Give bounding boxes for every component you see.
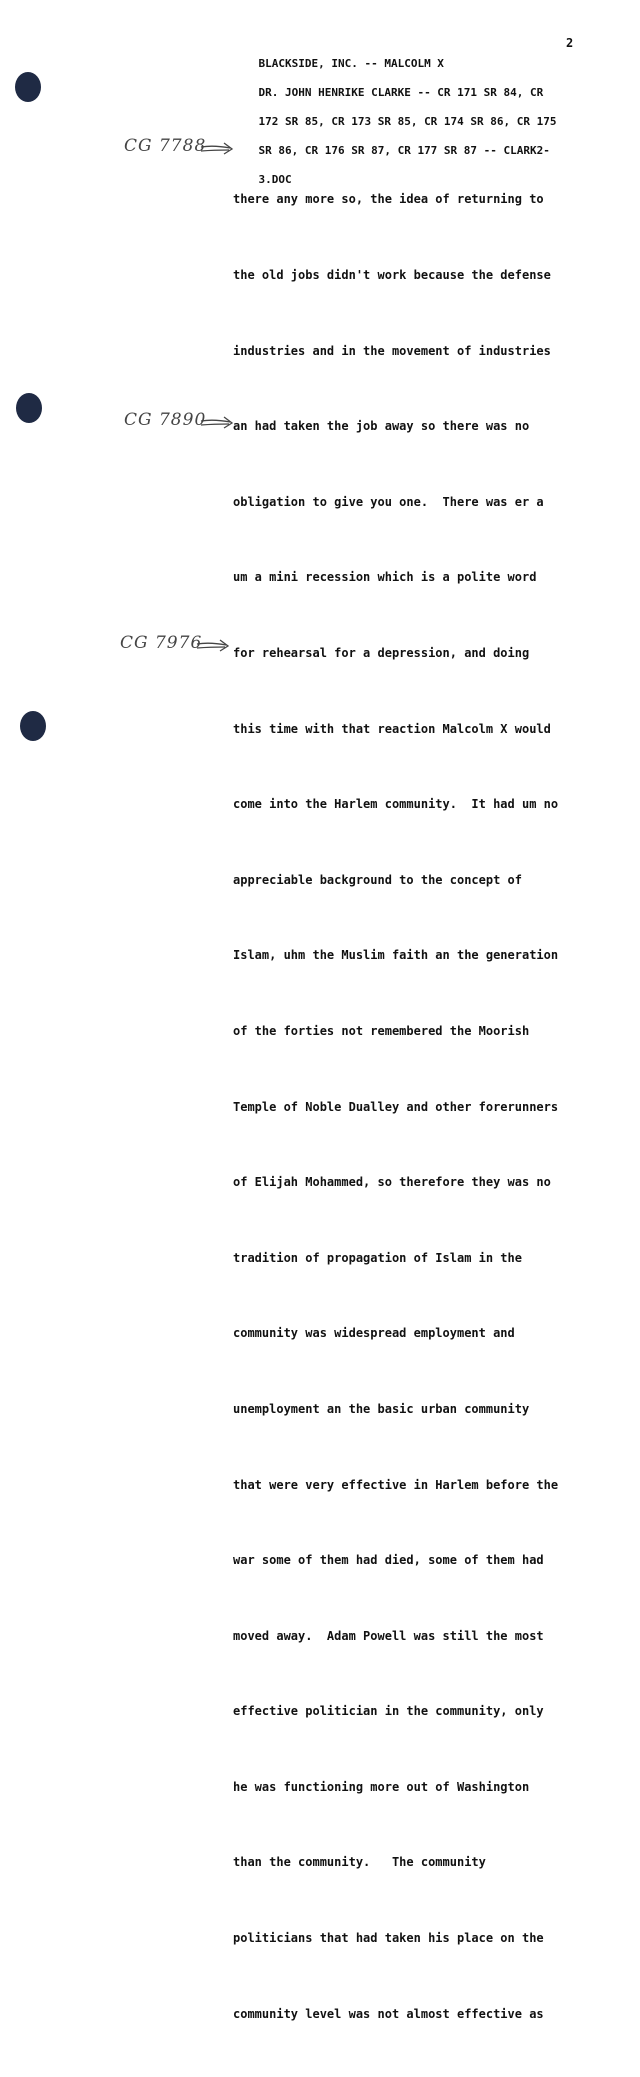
header-line: DR. JOHN HENRIKE CLARKE -- CR 171 SR 84, CR bbox=[258, 85, 544, 99]
margin-note-text: CG 7890 bbox=[124, 410, 207, 430]
transcript-line: that were very effective in Harlem before the bbox=[233, 1477, 559, 1492]
transcript-line: come into the Harlem community. It had um no bbox=[233, 797, 559, 812]
margin-note bbox=[120, 136, 230, 160]
header-line: SR 86, CR 176 SR 87, CR 177 SR 87 -- CLARK2- bbox=[258, 143, 550, 157]
transcript-line: war some of them had died, some of them had bbox=[233, 1553, 544, 1568]
transcript-line: industries and in the movement of industries bbox=[233, 343, 551, 358]
transcript-line: community level was not almost effective as bbox=[233, 2006, 544, 2021]
transcript-line: community was widespread employment and bbox=[233, 1326, 515, 1341]
header-line: 172 SR 85, CR 173 SR 85, CR 174 SR 86, CR 175 bbox=[258, 114, 557, 128]
margin-note bbox=[120, 410, 230, 434]
transcript-line: appreciable background to the concept of bbox=[233, 872, 522, 887]
transcript-line: this time with that reaction Malcolm X would bbox=[233, 721, 551, 736]
transcript-line: of Elijah Mohammed, so therefore they was no bbox=[233, 1175, 551, 1190]
punch-hole bbox=[15, 72, 41, 102]
transcript-line: um a mini recession which is a polite word bbox=[233, 570, 537, 585]
punch-hole bbox=[16, 393, 42, 423]
transcript-body bbox=[233, 137, 593, 2077]
transcript-line: tradition of propagation of Islam in the bbox=[233, 1250, 522, 1265]
arrow-icon bbox=[196, 635, 230, 655]
transcript-line: the old jobs didn't work because the defense bbox=[233, 268, 551, 282]
transcript-line: an had taken the job away so there was no bbox=[233, 419, 530, 434]
transcript-line: of the forties not remembered the Moorish bbox=[233, 1023, 530, 1038]
transcript-line: politicians that had taken his place on the bbox=[233, 1931, 544, 1946]
arrow-icon bbox=[200, 412, 234, 432]
page-number: 2 bbox=[566, 36, 574, 50]
margin-note-text: CG 7976 bbox=[120, 633, 203, 653]
arrow-icon bbox=[200, 138, 234, 158]
header-line: BLACKSIDE, INC. -- MALCOLM X bbox=[258, 56, 444, 70]
transcript-line: for rehearsal for a depression, and doing bbox=[233, 645, 530, 660]
punch-hole bbox=[20, 711, 46, 741]
transcript-line: he was functioning more out of Washington bbox=[233, 1779, 530, 1794]
transcript-line: obligation to give you one. There was er a bbox=[233, 494, 544, 509]
transcript-line: unemployment an the basic urban community bbox=[233, 1401, 530, 1416]
header-line: 3.DOC bbox=[258, 172, 292, 186]
transcript-line: Temple of Noble Dualley and other forerunners bbox=[233, 1099, 559, 1114]
transcript-line: there any more so, the idea of returning to bbox=[233, 192, 544, 207]
margin-note bbox=[116, 633, 226, 657]
margin-note-text: CG 7788 bbox=[124, 136, 207, 156]
transcript-line: moved away. Adam Powell was still the most bbox=[233, 1628, 544, 1643]
transcript-line: Islam, uhm the Muslim faith an the generation bbox=[233, 948, 559, 963]
transcript-line: than the community. The community bbox=[233, 1855, 486, 1870]
transcript-line: effective politician in the community, only bbox=[233, 1704, 544, 1719]
